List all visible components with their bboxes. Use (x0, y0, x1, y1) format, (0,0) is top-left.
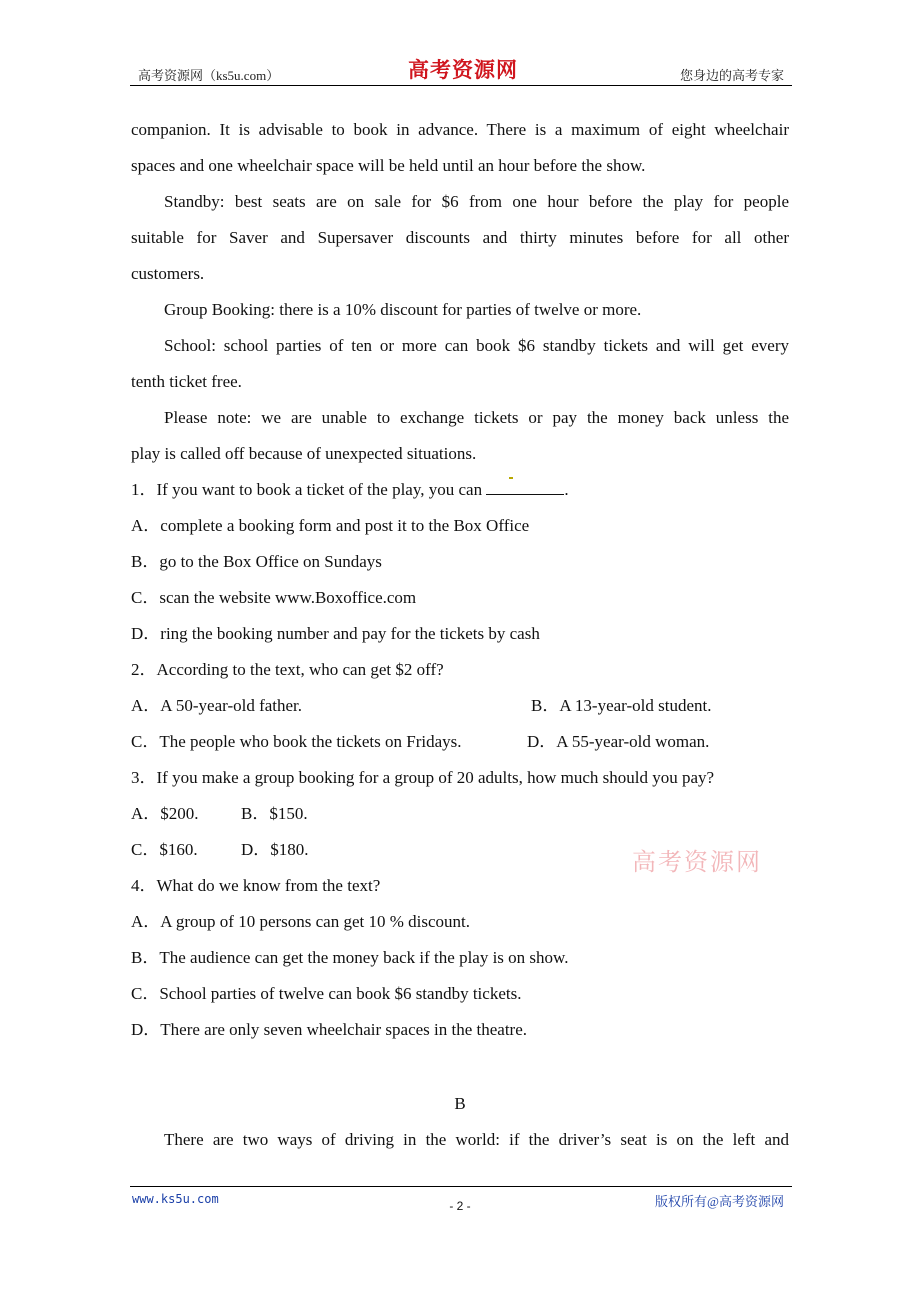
paragraph-line: Group Booking: there is a 10% discount for parties of twelve or more. (164, 300, 642, 319)
header-slogan: 您身边的高考专家 (679, 68, 784, 83)
cursor-mark (509, 477, 513, 479)
question-2-option-a: A．A 50-year-old father. (131, 696, 303, 715)
paragraph-line: spaces and one wheelchair space will be held until an hour before the show. (131, 156, 646, 175)
header-logo: 高考资源网 (408, 58, 518, 82)
paragraph-line: customers. (131, 264, 205, 283)
question-2-option-c: C．The people who book the tickets on Fridays. (131, 732, 462, 751)
watermark-logo: 高考资源网 (632, 848, 762, 876)
header-site-name: 高考资源网（ks5u.com） (138, 68, 280, 83)
question-3-option-c: C．$160. (131, 840, 198, 859)
footer-divider (130, 1186, 792, 1187)
header-divider (130, 85, 792, 86)
question-1-stem: 1．If you want to book a ticket of the play, you can . (131, 472, 569, 508)
page-header (130, 52, 792, 86)
question-3-option-d: D．$180. (241, 840, 309, 859)
paragraph-line: companion. It is advisable to book in advance. There is a maximum of eight wheelchair (131, 120, 789, 139)
footer-site-link[interactable]: www.ks5u.com (132, 1192, 219, 1206)
question-1-option-d: D．ring the booking number and pay for the tickets by cash (131, 624, 540, 643)
paragraph-line: Please note: we are unable to exchange tickets or pay the money back unless the (164, 408, 789, 427)
question-3-option-b: B．$150. (241, 804, 308, 823)
question-3-options-row (131, 832, 431, 868)
question-4-stem: 4．What do we know from the text? (131, 876, 381, 895)
section-b-heading: B (454, 1094, 466, 1113)
question-2-stem: 2．According to the text, who can get $2 off? (131, 660, 444, 679)
question-4-option-a: A．A group of 10 persons can get 10 % discount. (131, 912, 471, 931)
paragraph-line: tenth ticket free. (131, 372, 242, 391)
question-2-options-row (131, 688, 789, 724)
question-4-option-b: B．The audience can get the money back if the play is on show. (131, 948, 569, 967)
question-2-option-b: B．A 13-year-old student. (531, 696, 712, 715)
question-2-option-d: D．A 55-year-old woman. (527, 732, 710, 751)
paragraph-line: suitable for Saver and Supersaver discounts and thirty minutes before for all other (131, 228, 789, 247)
question-1-option-c: C．scan the website www.Boxoffice.com (131, 588, 417, 607)
paragraph-line: There are two ways of driving in the world: if the driver’s seat is on the left and (164, 1130, 789, 1149)
paragraph-line: Standby: best seats are on sale for $6 from one hour before the play for people (164, 192, 789, 211)
question-1-option-a: A．complete a booking form and post it to the Box Office (131, 516, 530, 535)
question-3-option-a: A．$200. (131, 804, 199, 823)
paragraph-line: play is called off because of unexpected situations. (131, 444, 477, 463)
question-1-option-b: B．go to the Box Office on Sundays (131, 552, 382, 571)
footer-copyright: 版权所有@高考资源网 (655, 1194, 784, 1209)
question-3-stem: 3．If you make a group booking for a group of 20 adults, how much should you pay? (131, 768, 715, 787)
answer-blank[interactable] (486, 480, 564, 495)
question-2-options-row (131, 724, 789, 760)
question-4-option-c: C．School parties of twelve can book $6 standby tickets. (131, 984, 522, 1003)
question-4-option-d: D．There are only seven wheelchair spaces in the theatre. (131, 1020, 528, 1039)
page-number: - 2 - (449, 1199, 471, 1213)
question-3-options-row (131, 796, 431, 832)
paragraph-line: School: school parties of ten or more can book $6 standby tickets and will get every (164, 336, 789, 355)
